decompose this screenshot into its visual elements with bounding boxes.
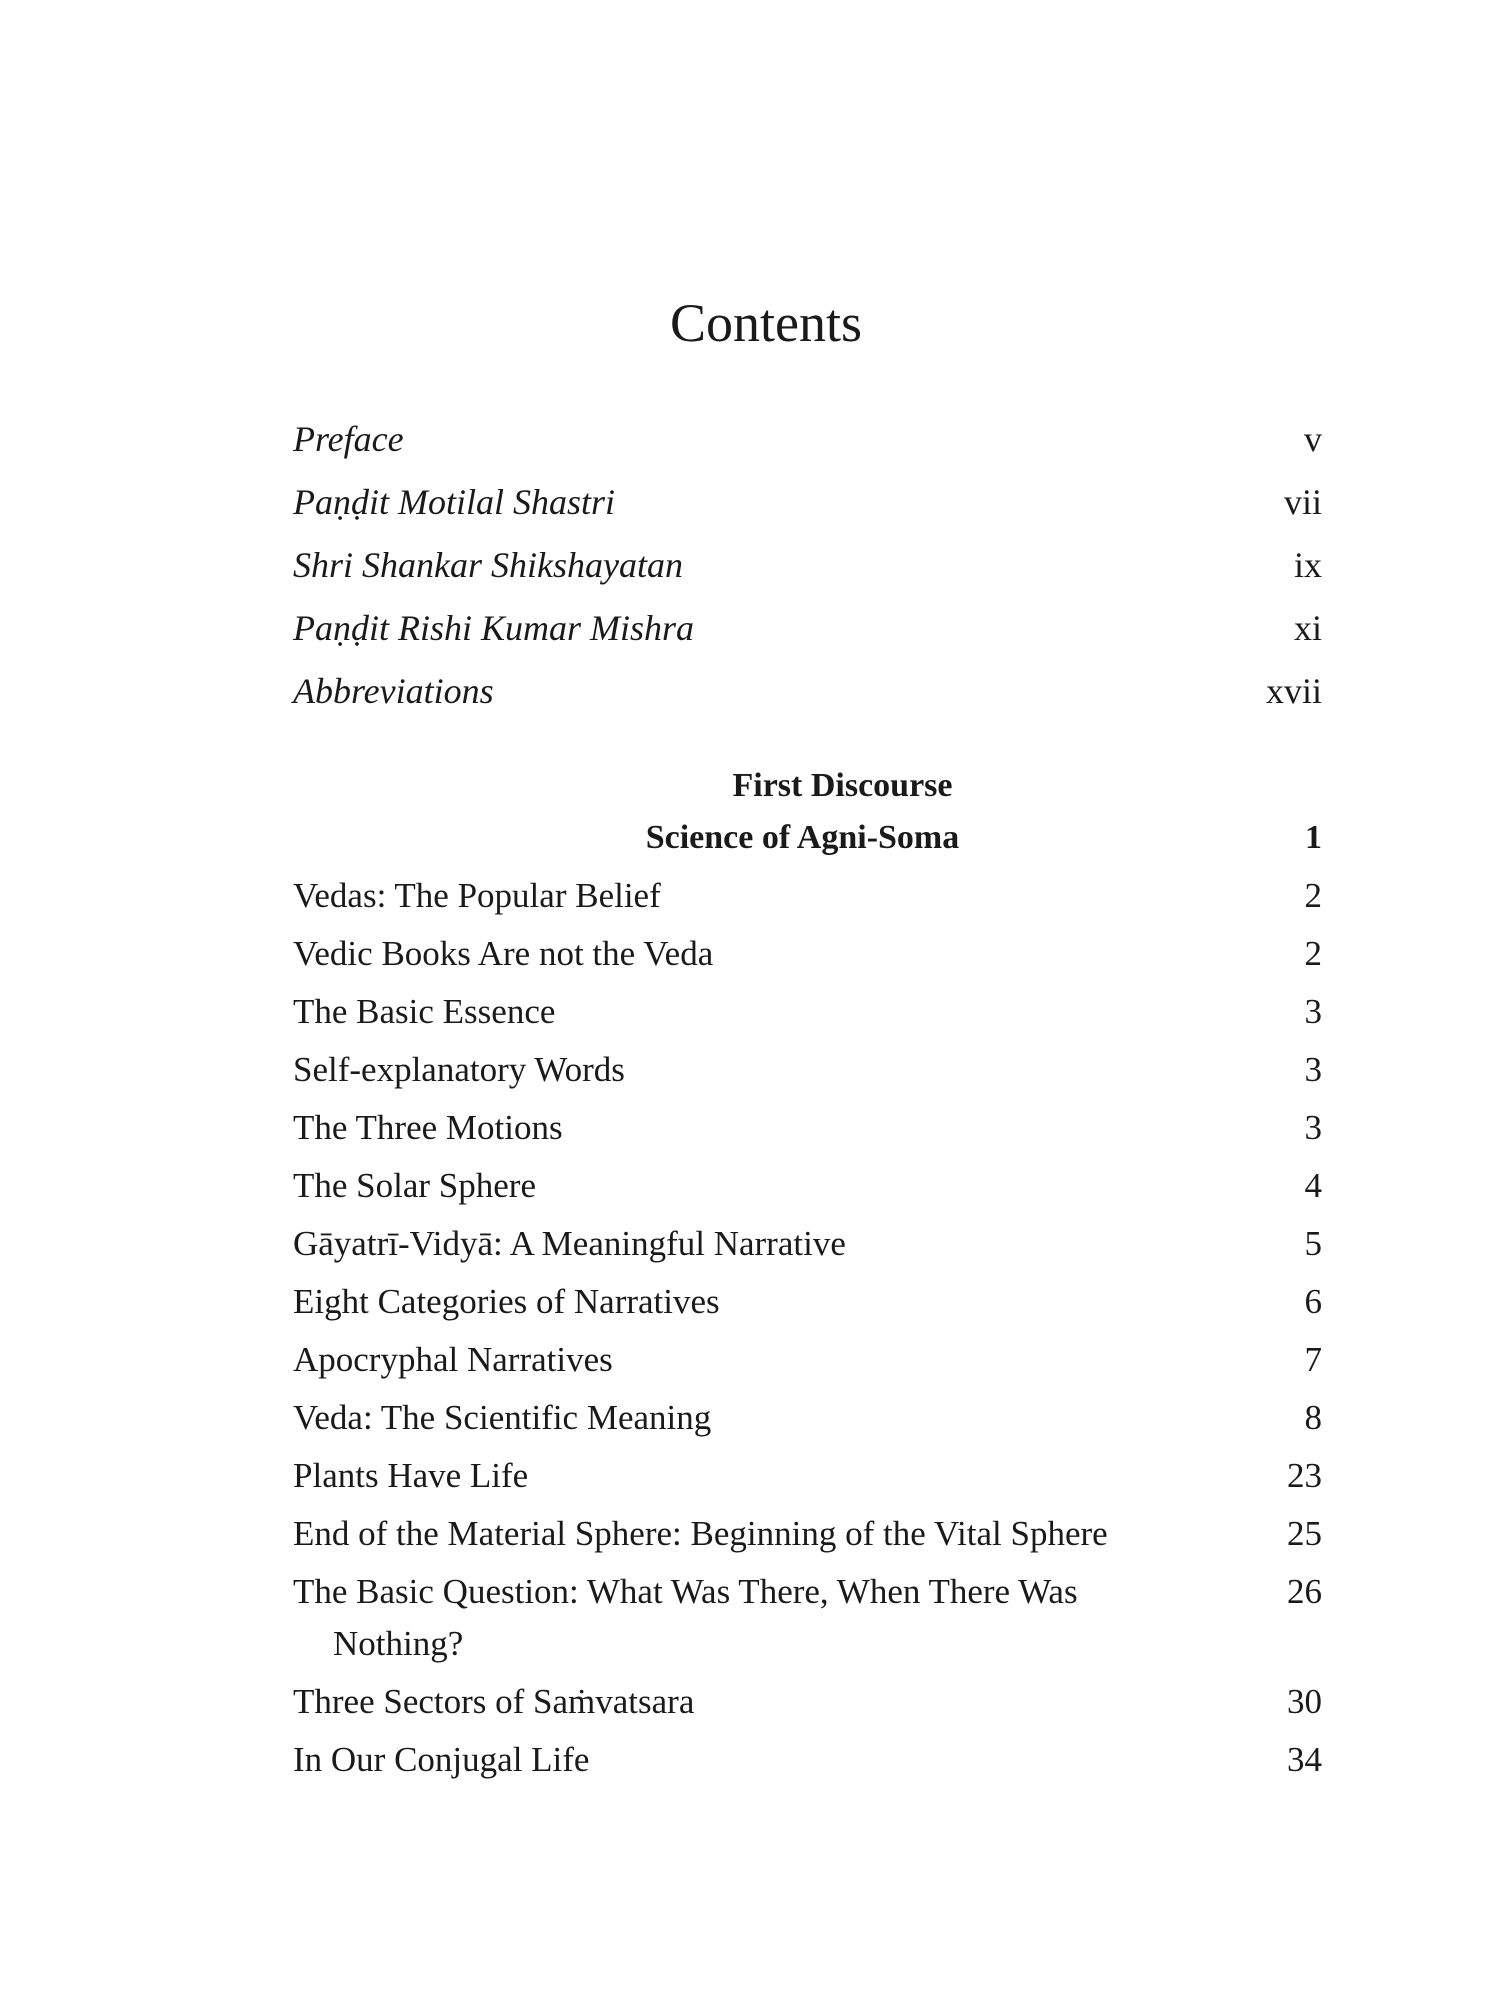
toc-entry-title: The Basic Essence — [293, 992, 556, 1031]
toc-entry-title: Three Sectors of Saṁvatsara — [293, 1682, 695, 1721]
toc-entry-page: 4 — [1304, 1166, 1322, 1205]
toc-row[interactable] — [293, 1276, 1322, 1328]
toc-entry-title: Gāyatrī-Vidyā: A Meaningful Narrative — [293, 1224, 846, 1263]
toc-entry-page: 3 — [1304, 992, 1322, 1031]
toc-entry-title: Preface — [293, 419, 404, 459]
toc-row[interactable] — [293, 986, 1322, 1038]
toc-entry-title: The Three Motions — [293, 1108, 563, 1147]
toc-row[interactable] — [293, 928, 1322, 980]
toc-entry-page: 23 — [1287, 1456, 1322, 1495]
toc-entry-page: xi — [1293, 608, 1322, 648]
toc-entry-page: 3 — [1304, 1050, 1322, 1089]
toc-entry-title: Apocryphal Narratives — [293, 1340, 613, 1379]
toc-entry-title: Veda: The Scientific Meaning — [293, 1398, 712, 1437]
toc-entry-title: Vedas: The Popular Belief — [293, 876, 661, 915]
toc-row-motilal-shastri[interactable] — [293, 481, 1322, 544]
toc-entry-title: Self-explanatory Words — [293, 1050, 625, 1089]
toc-entry-page: 6 — [1304, 1282, 1322, 1321]
toc-entry-page: 30 — [1287, 1682, 1322, 1721]
page-title: Contents — [669, 293, 862, 353]
discourse-title-row[interactable] — [293, 812, 1322, 864]
toc-row[interactable] — [293, 1734, 1322, 1786]
toc-row[interactable] — [293, 1392, 1322, 1444]
toc-entry-page: 34 — [1287, 1740, 1322, 1779]
toc-entry-page: 5 — [1304, 1224, 1322, 1263]
toc-entry-page: 26 — [1287, 1572, 1322, 1611]
toc-entry-list — [293, 870, 1322, 1792]
toc-row-shankar-shikshayatan[interactable] — [293, 544, 1322, 607]
toc-row[interactable] — [293, 1676, 1322, 1728]
toc-row[interactable] — [293, 1334, 1322, 1386]
toc-entry-page: vii — [1283, 482, 1322, 522]
discourse-title: Science of Agni-Soma — [645, 819, 960, 856]
toc-entry-title: Vedic Books Are not the Veda — [293, 934, 714, 973]
toc-row[interactable] — [293, 1218, 1322, 1270]
toc-entry-title: Shri Shankar Shikshayatan — [293, 545, 683, 585]
toc-row-rishi-kumar-mishra[interactable] — [293, 607, 1322, 670]
toc-row[interactable] — [293, 870, 1322, 922]
toc-entry-title: Abbreviations — [293, 671, 494, 711]
toc-row[interactable] — [293, 1044, 1322, 1096]
toc-row[interactable] — [293, 1566, 1322, 1670]
toc-entry-title: Eight Categories of Narratives — [293, 1282, 720, 1321]
toc-row[interactable] — [293, 1102, 1322, 1154]
toc-entry-page: xvii — [1265, 671, 1322, 711]
toc-entry-page: 8 — [1304, 1398, 1322, 1437]
toc-entry-title: The Solar Sphere — [293, 1166, 536, 1205]
toc-entry-page: 2 — [1304, 876, 1322, 915]
toc-entry-page: 2 — [1304, 934, 1322, 973]
toc-entry-title: In Our Conjugal Life — [293, 1740, 590, 1779]
toc-entry-title: The Basic Question: What Was There, When There Was Nothing? — [293, 1572, 1078, 1663]
toc-row-preface[interactable] — [293, 418, 1322, 481]
front-matter-list — [293, 418, 1322, 733]
toc-entry-page: 3 — [1304, 1108, 1322, 1147]
toc-row-abbreviations[interactable] — [293, 670, 1322, 733]
toc-entry-title: End of the Material Sphere: Beginning of the Vital Sphere — [293, 1514, 1108, 1553]
toc-entry-page: 7 — [1304, 1340, 1322, 1379]
discourse-label: First Discourse — [732, 767, 953, 804]
toc-row[interactable] — [293, 1450, 1322, 1502]
toc-entry-title: Paṇḍit Motilal Shastri — [293, 482, 616, 522]
toc-entry-title: Paṇḍit Rishi Kumar Mishra — [293, 608, 695, 648]
toc-entry-page: ix — [1293, 545, 1322, 585]
discourse-page: 1 — [1305, 819, 1322, 856]
toc-entry-title: Plants Have Life — [293, 1456, 529, 1495]
discourse-heading — [293, 760, 1322, 864]
toc-entry-page: 25 — [1287, 1514, 1322, 1553]
toc-entry-page: v — [1304, 419, 1322, 459]
toc-row[interactable] — [293, 1160, 1322, 1212]
toc-row[interactable] — [293, 1508, 1322, 1560]
